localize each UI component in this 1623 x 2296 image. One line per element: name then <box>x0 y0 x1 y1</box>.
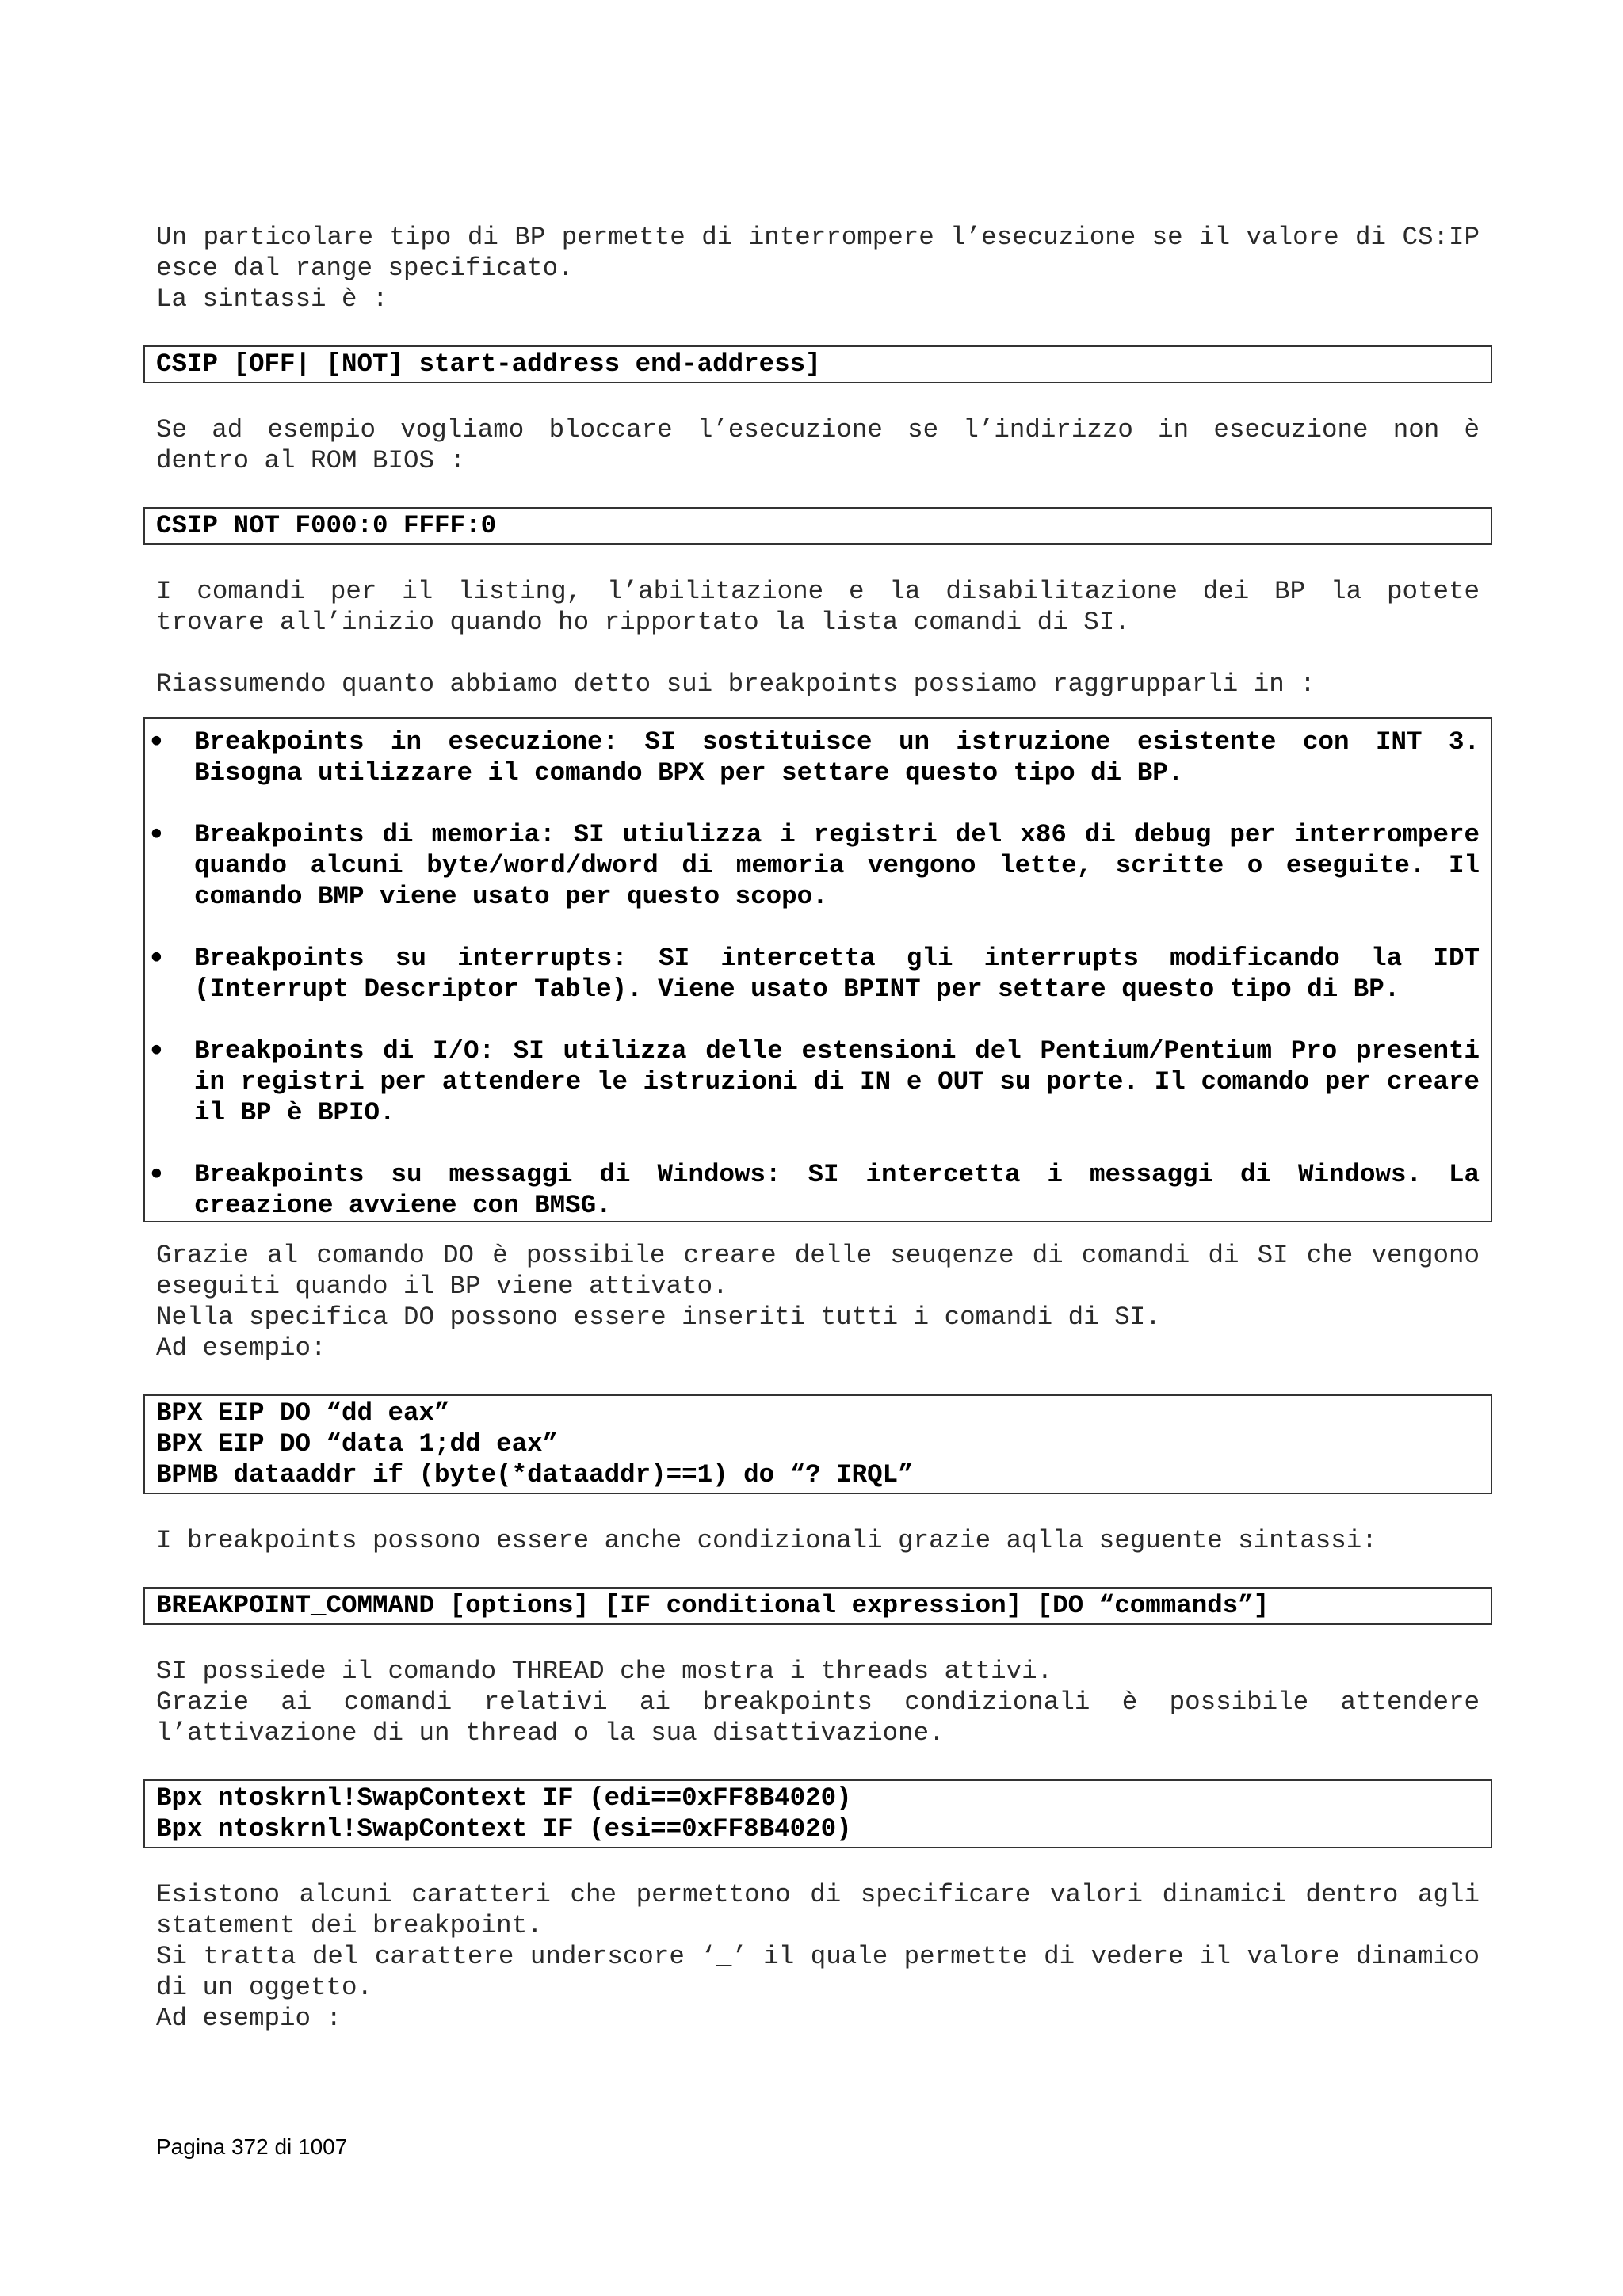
bullet-icon: • <box>148 1159 165 1189</box>
thread-paragraph-2: Grazie ai comandi relativi ai breakpoints condizionali è possibile attendere l’attivazione di un thread o la sua disattivazione. <box>156 1688 1480 1748</box>
example-rom-paragraph: Se ad esempio vogliamo bloccare l’esecuzione se l’indirizzo in esecuzione non è dentro al ROM BIOS : <box>156 415 1480 475</box>
do-example-label: Ad esempio: <box>156 1333 327 1363</box>
dynamic-example-label: Ad esempio : <box>156 2004 342 2033</box>
page-number-footer: Pagina 372 di 1007 <box>156 2134 348 2159</box>
code-line: CSIP [OFF| [NOT] start-address end-address] <box>156 349 821 379</box>
code-box-swapcontext <box>143 1779 1492 1848</box>
syntax-label: La sintassi è : <box>156 284 388 314</box>
intro-paragraph: Un particolare tipo di BP permette di interrompere l’esecuzione se il valore di CS:IP esce dal range specificato. <box>156 223 1480 283</box>
code-box-csip-not <box>143 507 1492 545</box>
list-item: • Breakpoints su messaggi di Windows: SI intercetta i messaggi di Windows. La creazione avviene con BMSG. <box>148 1159 1480 1220</box>
do-command-paragraph-2: Nella specifica DO possono essere inseriti tutti i comandi di SI. <box>156 1302 1161 1332</box>
bullet-icon: • <box>148 819 165 849</box>
page-content <box>148 222 1480 2034</box>
code-line: CSIP NOT F000:0 FFFF:0 <box>156 511 497 540</box>
code-line: BREAKPOINT_COMMAND [options] [IF conditional expression] [DO “commands”] <box>156 1591 1270 1620</box>
code-line: BPX EIP DO “dd eax” <box>156 1398 450 1428</box>
dynamic-values-paragraph: Esistono alcuni caratteri che permettono di specificare valori dinamici dentro agli statement dei breakpoint. <box>156 1880 1480 1940</box>
conditional-intro-paragraph: I breakpoints possono essere anche condizionali grazie aqlla seguente sintassi: <box>156 1526 1377 1555</box>
code-line: BPX EIP DO “data 1;dd eax” <box>156 1429 559 1459</box>
list-item: • Breakpoints di memoria: SI utiulizza i registri del x86 di debug per interrompere quando alcuni byte/word/dword di memoria vengono lette, scritte o eseguite. Il comando BMP viene usato per questo scopo. <box>148 819 1480 911</box>
bullet-icon: • <box>148 1035 165 1066</box>
list-item: • Breakpoints su interrupts: SI intercetta gli interrupts modificando la IDT (Interrupt Descriptor Table). Viene usato BPINT per settare questo tipo di BP. <box>148 943 1480 1004</box>
code-box-csip-syntax <box>143 345 1492 383</box>
dynamic-values-paragraph-2: Si tratta del carattere underscore ‘_’ il quale permette di vedere il valore dinamico di un oggetto. <box>156 1942 1480 2002</box>
code-line: Bpx ntoskrnl!SwapContext IF (edi==0xFF8B4020) <box>156 1783 852 1813</box>
listing-commands-paragraph: I comandi per il listing, l’abilitazione e la disabilitazione dei BP la potete trovare all’inizio quando ho ripportato la lista comandi di SI. <box>156 577 1480 637</box>
list-item: • Breakpoints di I/O: SI utilizza delle estensioni del Pentium/Pentium Pro presenti in registri per attendere le istruzioni di IN e OUT su porte. Il comando per creare il BP è BPIO. <box>148 1035 1480 1127</box>
code-box-conditional-syntax <box>143 1587 1492 1625</box>
do-command-paragraph: Grazie al comando DO è possibile creare delle seuqenze di comandi di SI che vengono eseguiti quando il BP viene attivato. <box>156 1241 1480 1301</box>
summary-paragraph: Riassumendo quanto abbiamo detto sui breakpoints possiamo raggrupparli in : <box>156 669 1316 699</box>
code-box-do-examples <box>143 1394 1492 1494</box>
breakpoint-types-list <box>147 727 1480 1221</box>
thread-paragraph: SI possiede il comando THREAD che mostra i threads attivi. <box>156 1657 1053 1686</box>
code-line: Bpx ntoskrnl!SwapContext IF (esi==0xFF8B4020) <box>156 1814 852 1844</box>
breakpoint-types-box <box>143 717 1492 1222</box>
bullet-icon: • <box>148 943 165 973</box>
list-item: • Breakpoints in esecuzione: SI sostituisce un istruzione esistente con INT 3. Bisogna utilizzare il comando BPX per settare questo tipo di BP. <box>148 727 1480 788</box>
bullet-icon: • <box>148 727 165 757</box>
code-line: BPMB dataaddr if (byte(*dataaddr)==1) do “? IRQL” <box>156 1460 914 1489</box>
